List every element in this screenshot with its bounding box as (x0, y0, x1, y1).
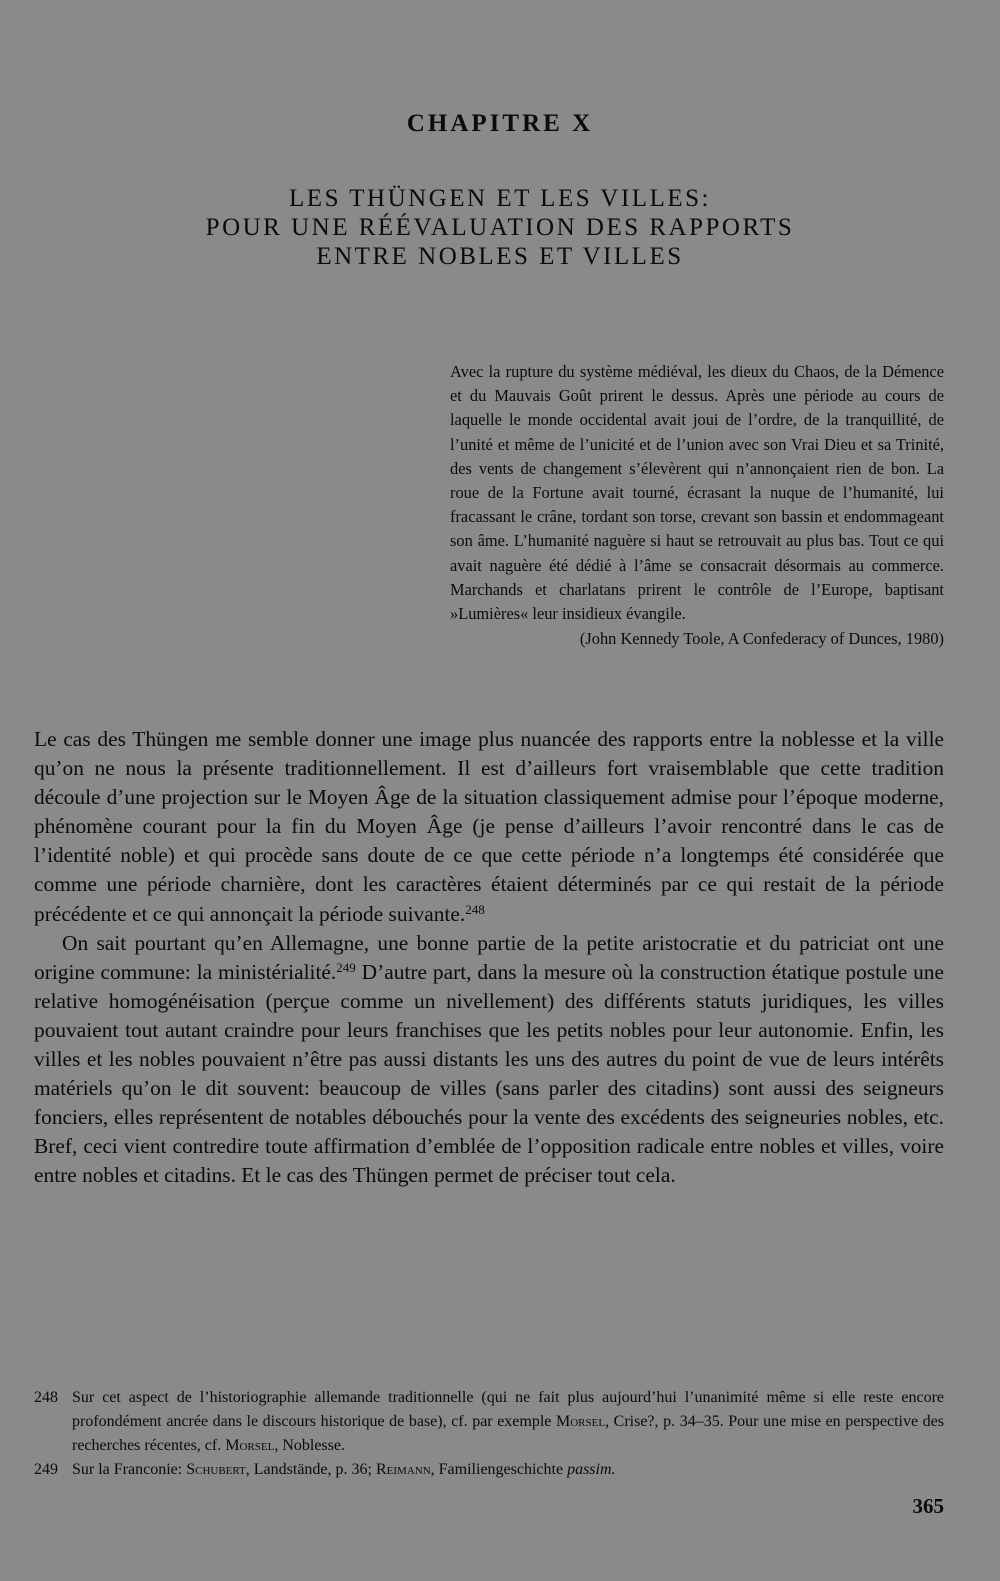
author-name: Reimann (375, 1461, 431, 1478)
footnote-249 (34, 1458, 944, 1482)
paragraph-1-text: Le cas des Thüngen me semble donner une image plus nuancée des rapports entre la noblesse et la ville qu’on ne nous la présente traditionnellement. Il est d’ailleurs fort vraisemblable que cette tradition découle d’une projection sur le Moyen Âge de la situation classiquement admise pour l’époque moderne, phénomène courant pour la fin du Moyen Âge (je pense d’ailleurs l’avoir rencontré dans le cas de l’identité noble) et qui procède sans doute de ce que cette période n’a longtemps été considérée que comme une période charnière, dont les caractères étaient déterminés par ce qui restait de la période précédente et ce qui annonçait la période suivante. (34, 727, 944, 926)
chapter-title (0, 184, 1000, 271)
body-text (34, 725, 944, 1191)
author-name: Morsel (556, 1413, 606, 1430)
title-line-2: POUR UNE RÉÉVALUATION DES RAPPORTS (205, 214, 795, 241)
author-name: Morsel (225, 1437, 275, 1454)
page-number: 365 (912, 1494, 944, 1518)
epigraph (450, 360, 944, 651)
paragraph-2-text-b: D’autre part, dans la mesure où la construction étatique postule une relative homogénéisation (perçue comme un nivellement) des différents statuts juridiques, les villes pouvaient tout autant craindre pour leurs franchises que les petits nobles pour leur autonomie. Enfin, les villes et les nobles pouvaient n’être pas aussi distants les uns des autres du point de vue de leurs intérêts matériels qu’on le dit souvent: beaucoup de villes (sans parler des citadins) sont aussi des seigneurs fonciers, elles représentent de notables débouchés pour la vente des excédents des seigneuries nobles, etc. Bref, ceci vient contredire toute affirmation d’emblée de l’opposition radicale entre nobles et villes, voire entre nobles et citadins. Et le cas des Thüngen permet de préciser tout cela. (34, 959, 944, 1188)
author-name: Schubert (186, 1461, 246, 1478)
chapter-heading: CHAPITRE X (406, 110, 594, 137)
footnote-ref-249[interactable]: 249 (336, 959, 356, 975)
footnote-text: , Noblesse. (274, 1437, 345, 1454)
footnote-text: , Landstände, p. 36; (245, 1461, 376, 1478)
footnote-text: , Familiengeschichte (430, 1461, 568, 1478)
footnote-text: Sur la Franconie: (72, 1461, 187, 1478)
footnotes (34, 1386, 944, 1482)
title-line-1: LES THÜNGEN ET LES VILLES: (289, 185, 711, 212)
title-line-3: ENTRE NOBLES ET VILLES (316, 243, 684, 270)
paragraph-2 (34, 929, 944, 1191)
passim-italic: passim. (567, 1461, 616, 1478)
footnote-248 (34, 1386, 944, 1458)
epigraph-source: (John Kennedy Toole, A Confederacy of Dunces, 1980) (579, 629, 944, 649)
footnote-number: 249 (34, 1461, 58, 1478)
paragraph-1 (34, 725, 944, 929)
footnote-number: 248 (34, 1389, 58, 1406)
footnote-text: Sur cet aspect de l’historiographie allemande traditionnelle (qui ne fait plus aujourd’hui l’unanimité même si elle reste encore profondément ancrée dans le discours historique de base), cf. par exemple (72, 1389, 944, 1430)
paragraph-2-text-a: On sait pourtant qu’en Allemagne, une bonne partie de la petite aristocratie et du patriciat ont une origine commune: la ministérialité. (34, 930, 944, 984)
epigraph-text: Avec la rupture du système médiéval, les dieux du Chaos, de la Démence et du Mauvais Goût prirent le dessus. Après une période au cours de laquelle le monde occidental avait joui de l’ordre, de la tranquillité, de l’unité et même de l’unicité et de l’union avec son Vrai Dieu et sa Trinité, des vents de changement s’élevèrent qui n’annonçaient rien de bon. La roue de la Fortune avait tourné, écrasant la nuque de l’humanité, lui fracassant le crâne, tordant son torse, crevant son bassin et endommageant son âme. L’humanité naguère si haut se retrouvait au plus bas. Tout ce qui avait naguère été dédié à l’âme se consacrait désormais au commerce. Marchands et charlatans prirent le contrôle de l’Europe, baptisant »Lumières« leur insidieux évangile. (450, 362, 944, 624)
footnote-ref-248[interactable]: 248 (465, 901, 485, 917)
footnote-text: , Crise?, p. 34–35. Pour une mise en perspective des recherches récentes, cf. (72, 1413, 945, 1454)
